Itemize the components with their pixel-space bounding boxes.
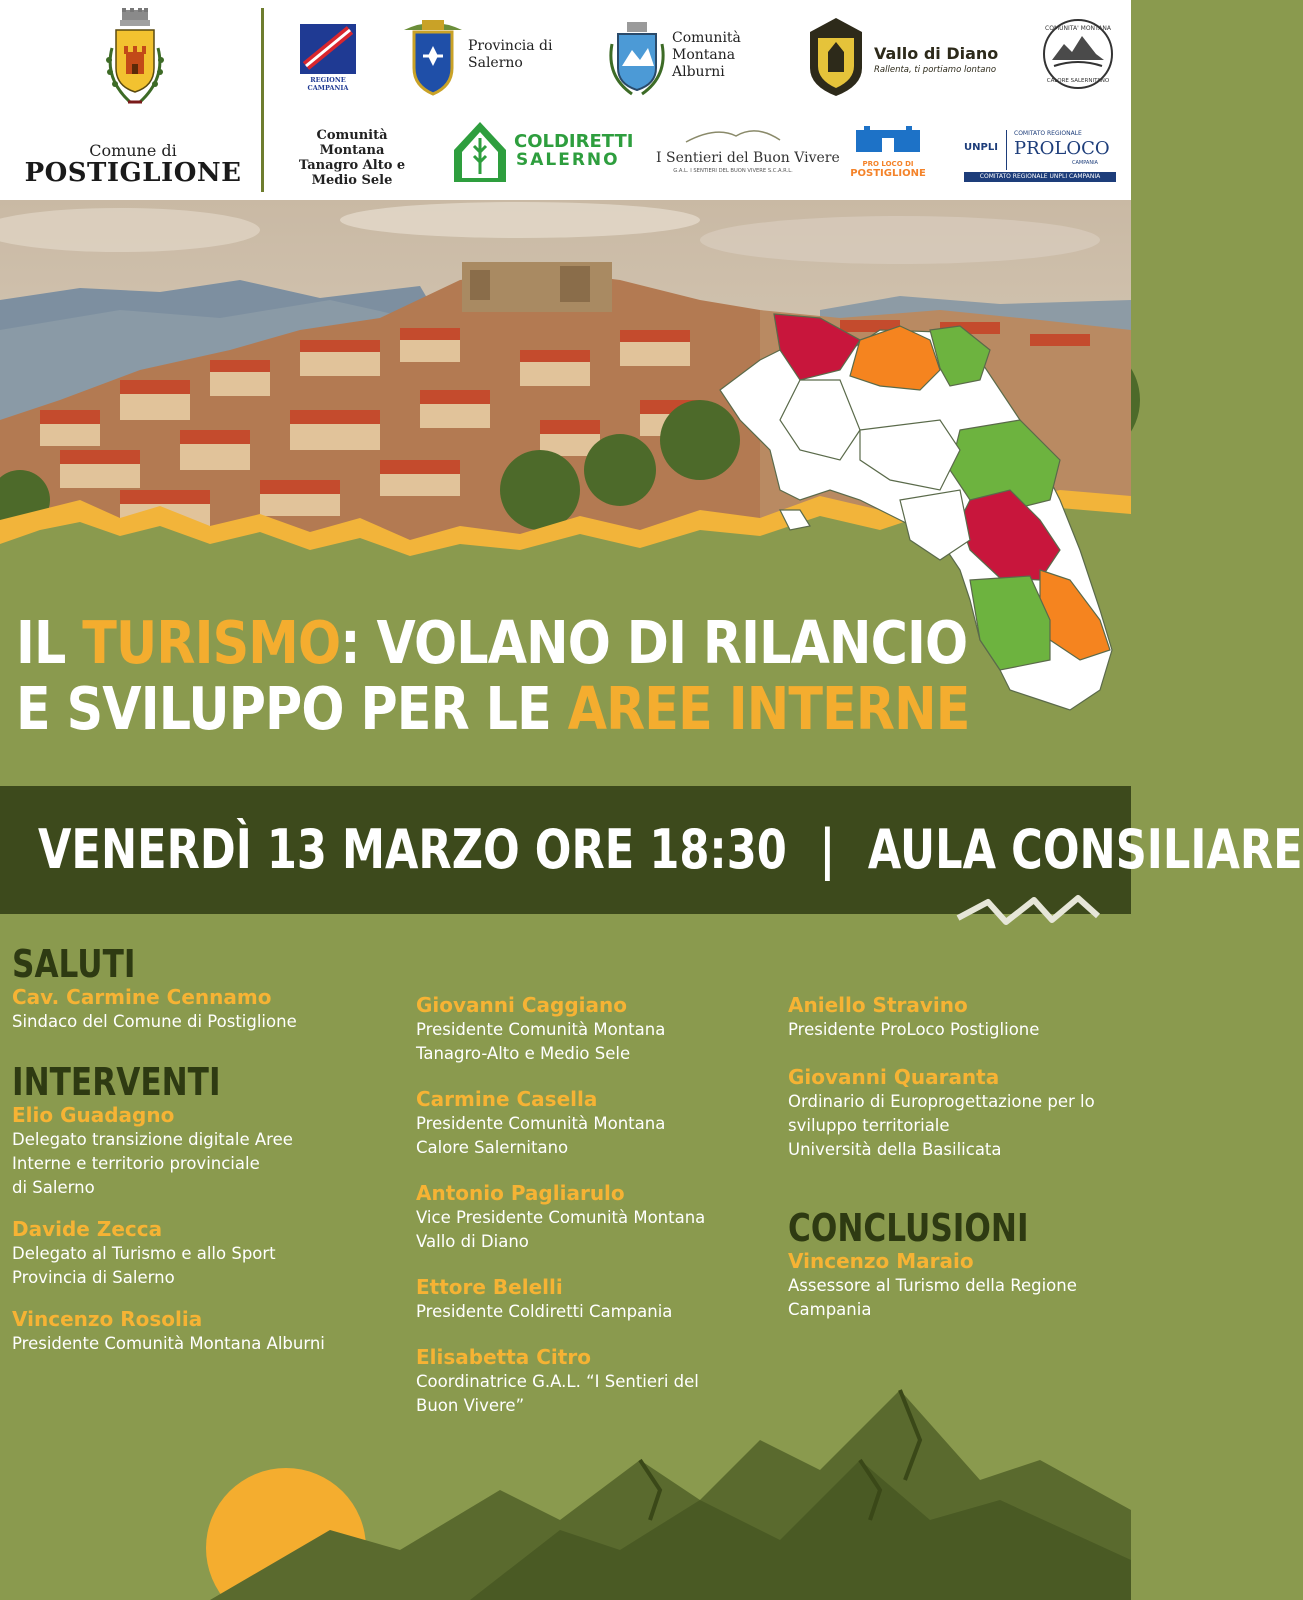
saluti-heading: SALUTI xyxy=(12,942,136,986)
regione-campania-logo xyxy=(292,22,364,92)
cm-alburni-line2: Montana xyxy=(672,47,736,63)
speaker-role: Vice Presidente Comunità Montana Vallo di Diano xyxy=(416,1208,706,1251)
coldiretti-icon xyxy=(448,120,512,184)
svg-text:CALORE SALERNITANO: CALORE SALERNITANO xyxy=(1046,78,1110,84)
provincia-salerno-crest xyxy=(400,16,466,96)
title-aree-interne: AREE INTERNE xyxy=(567,674,970,743)
cm-tanagro-line3: Medio Sele xyxy=(311,173,393,188)
vallo-title: Vallo di Diano xyxy=(874,44,999,63)
speaker-role: Presidente Comunità Montana Alburni xyxy=(12,1334,325,1353)
cm-alburni-line1: Comunità xyxy=(672,30,741,46)
speaker-item xyxy=(416,992,776,1066)
cm-calore-logo xyxy=(1040,14,1116,94)
comune-name: POSTIGLIONE xyxy=(24,158,242,188)
speaker-role: Sindaco del Comune di Postiglione xyxy=(12,1012,297,1031)
event-separator: | xyxy=(819,818,836,881)
cm-tanagro-text xyxy=(284,128,420,188)
vallo-tagline: Rallenta, ti portiamo lontano xyxy=(874,65,997,75)
speaker-name: Elisabetta Citro xyxy=(416,1345,591,1369)
comune-label: Comune di xyxy=(89,141,177,160)
sentieri-hills-icon xyxy=(656,122,810,146)
speaker-name: Vincenzo Maraio xyxy=(788,1249,974,1273)
speaker-name: Carmine Casella xyxy=(416,1087,598,1111)
speaker-item xyxy=(788,1064,1128,1162)
unpli-bottom: COMITATO REGIONALE UNPLI CAMPANIA xyxy=(964,172,1116,182)
cm-tanagro-line1: Comunità Montana xyxy=(316,128,388,158)
comune-crest-icon xyxy=(100,8,170,126)
speaker-name: Antonio Pagliarulo xyxy=(416,1181,625,1205)
coldiretti-logo xyxy=(448,120,634,184)
title-il: IL xyxy=(16,608,83,677)
proloco-castle-icon xyxy=(846,122,930,154)
coldiretti-line1: COLDIRETTI xyxy=(514,131,634,152)
provincia-line1: Provincia di xyxy=(468,38,553,54)
event-datetime: VENERDÌ 13 MARZO ORE 18:30 xyxy=(38,818,787,881)
mountains-icon xyxy=(0,1380,1131,1600)
cm-tanagro-line2: Tanagro Alto e xyxy=(298,158,406,173)
proloco-line1: PRO LOCO DI xyxy=(862,160,914,168)
speaker-role: Presidente Comunità Montana Calore Salernitano xyxy=(416,1114,666,1157)
speaker-role: Assessore al Turismo della Regione Campania xyxy=(788,1276,1077,1319)
speaker-item xyxy=(12,1306,392,1356)
unpli-badge: UNPLI xyxy=(964,142,998,153)
comune-logo xyxy=(22,6,244,196)
speaker-item xyxy=(416,1274,776,1324)
conclusioni-heading: CONCLUSIONI xyxy=(788,1206,1029,1250)
speaker-role: Presidente Comunità Montana Tanagro-Alto e Medio Sele xyxy=(416,1020,666,1063)
unpli-region: CAMPANIA xyxy=(1072,160,1098,166)
speaker-item xyxy=(788,1248,1128,1322)
sentieri-sub: G.A.L. I SENTIERI DEL BUON VIVERE S.C.A.R.L. xyxy=(673,168,793,174)
header-logos-bar xyxy=(0,0,1131,200)
zigzag-decoration xyxy=(958,888,1108,938)
coldiretti-line2: SALERNO xyxy=(516,150,620,170)
unpli-logo xyxy=(964,130,1116,182)
speaker-role: Delegato transizione digitale Aree Interne e territorio provinciale di Salerno xyxy=(12,1130,293,1197)
svg-text:COMUNITA' MONTANA: COMUNITA' MONTANA xyxy=(1045,25,1111,32)
interventi-heading: INTERVENTI xyxy=(12,1060,221,1104)
speaker-name: Giovanni Caggiano xyxy=(416,993,627,1017)
cm-alburni-crest xyxy=(608,20,666,96)
speaker-name: Vincenzo Rosolia xyxy=(12,1307,203,1331)
speaker-role: Presidente ProLoco Postiglione xyxy=(788,1020,1040,1039)
speaker-name: Cav. Carmine Cennamo xyxy=(12,985,272,1009)
sentieri-title: I Sentieri del Buon Vivere xyxy=(656,150,840,166)
speaker-item xyxy=(12,984,392,1034)
title-sviluppo: E SVILUPPO PER LE xyxy=(16,674,568,743)
event-title xyxy=(16,608,970,743)
proloco-postiglione-logo xyxy=(846,122,930,182)
speaker-name: Aniello Stravino xyxy=(788,993,968,1017)
speaker-item xyxy=(788,992,1128,1042)
header-divider xyxy=(261,8,264,192)
speaker-role: Coordinatrice G.A.L. “I Sentieri del Buon Vivere” xyxy=(416,1372,699,1415)
speaker-name: Elio Guadagno xyxy=(12,1103,175,1127)
speaker-item xyxy=(416,1180,776,1254)
cm-alburni-text xyxy=(672,30,741,81)
title-volano: : VOLANO DI RILANCIO xyxy=(340,608,968,677)
proloco-line2: POSTIGLIONE xyxy=(850,168,926,179)
program-column-3 xyxy=(788,992,1128,1338)
vallo-di-diano-logo xyxy=(806,14,866,98)
speaker-name: Davide Zecca xyxy=(12,1217,163,1241)
regione-campania-label: REGIONE CAMPANIA xyxy=(307,76,349,92)
provincia-salerno-text xyxy=(468,38,553,72)
event-venue: AULA CONSILIARE xyxy=(867,818,1303,881)
cm-alburni-line3: Alburni xyxy=(672,64,725,80)
title-turismo: TURISMO xyxy=(82,608,341,677)
speaker-role: Ordinario di Europrogettazione per lo sviluppo territoriale Università della Basilicata xyxy=(788,1092,1095,1159)
provincia-line2: Salerno xyxy=(468,55,523,71)
sentieri-logo xyxy=(656,122,840,178)
speaker-role: Delegato al Turismo e allo Sport Provincia di Salerno xyxy=(12,1244,276,1287)
speaker-role: Presidente Coldiretti Campania xyxy=(416,1302,673,1321)
speaker-item xyxy=(12,1216,392,1290)
speaker-item xyxy=(416,1086,776,1160)
unpli-main: PROLOCO xyxy=(1014,138,1110,159)
speaker-name: Ettore Belelli xyxy=(416,1275,563,1299)
vallo-di-diano-text xyxy=(874,44,998,75)
event-info-text xyxy=(38,818,1303,881)
speaker-item xyxy=(12,1102,392,1200)
unpli-divider xyxy=(1006,130,1007,170)
program-column-2 xyxy=(416,992,776,1434)
speaker-name: Giovanni Quaranta xyxy=(788,1065,1000,1089)
unpli-top: COMITATO REGIONALE xyxy=(1014,130,1082,137)
program-column-1 xyxy=(12,942,392,1372)
